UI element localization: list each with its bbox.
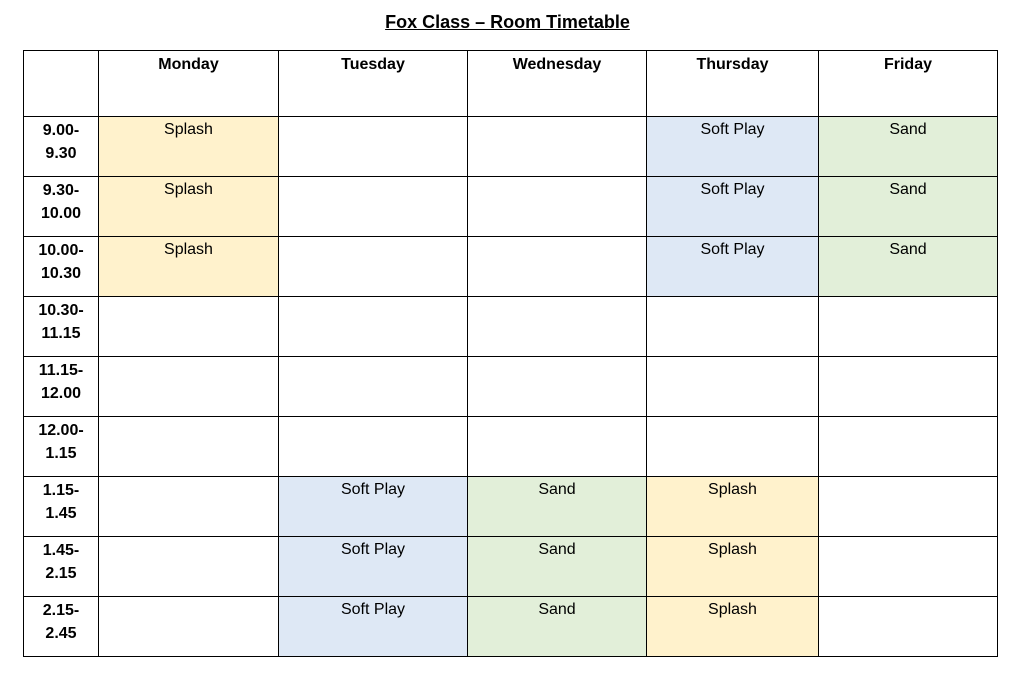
time-slot-label: 10.30 xyxy=(40,265,82,282)
activity-label: Soft Play xyxy=(340,541,406,558)
time-slot-cell xyxy=(24,237,99,297)
activity-cell-monday xyxy=(99,417,279,477)
timetable-title: Fox Class – Room Timetable xyxy=(385,12,630,32)
activity-cell-wednesday xyxy=(468,477,647,537)
activity-cell-wednesday xyxy=(468,357,647,417)
activity-cell-thursday xyxy=(647,537,819,597)
activity-label: Soft Play xyxy=(340,481,406,498)
activity-cell-monday xyxy=(99,117,279,177)
activity-cell-thursday xyxy=(647,177,819,237)
activity-cell-friday xyxy=(819,237,998,297)
activity-cell-wednesday xyxy=(468,417,647,477)
time-slot-cell xyxy=(24,177,99,237)
activity-label: Splash xyxy=(164,121,213,138)
time-slot-cell xyxy=(24,297,99,357)
activity-cell-tuesday xyxy=(279,417,468,477)
activity-cell-wednesday xyxy=(468,597,647,657)
time-slot-label: 12.00 xyxy=(40,385,82,402)
time-slot-label: 2.15- xyxy=(42,602,80,619)
activity-cell-monday xyxy=(99,177,279,237)
timetable-row xyxy=(24,177,998,237)
activity-cell-wednesday xyxy=(468,537,647,597)
timetable-row xyxy=(24,597,998,657)
activity-cell-friday xyxy=(819,597,998,657)
time-slot-cell xyxy=(24,117,99,177)
activity-label: Soft Play xyxy=(700,121,765,138)
activity-cell-wednesday xyxy=(468,117,647,177)
activity-label: Splash xyxy=(708,541,757,558)
activity-cell-tuesday xyxy=(279,477,468,537)
activity-cell-monday xyxy=(99,597,279,657)
activity-cell-friday xyxy=(819,117,998,177)
activity-cell-tuesday xyxy=(279,177,468,237)
timetable xyxy=(23,50,998,657)
time-slot-label: 11.15- xyxy=(38,362,84,379)
activity-cell-wednesday xyxy=(468,237,647,297)
activity-label: Splash xyxy=(708,481,757,498)
timetable-row xyxy=(24,237,998,297)
timetable-row xyxy=(24,477,998,537)
activity-cell-monday xyxy=(99,477,279,537)
time-slot-label: 9.30- xyxy=(42,182,80,199)
activity-cell-monday xyxy=(99,357,279,417)
day-header-wednesday: Wednesday xyxy=(468,51,647,117)
time-slot-label: 11.15 xyxy=(41,325,81,342)
activity-cell-friday xyxy=(819,537,998,597)
activity-cell-friday xyxy=(819,477,998,537)
activity-label: Sand xyxy=(889,121,927,138)
activity-cell-thursday xyxy=(647,237,819,297)
time-slot-label: 1.45 xyxy=(45,505,77,522)
activity-cell-friday xyxy=(819,417,998,477)
time-slot-label: 12.00- xyxy=(38,422,84,439)
day-header-thursday: Thursday xyxy=(647,51,819,117)
timetable-row xyxy=(24,117,998,177)
time-slot-label: 2.15 xyxy=(45,565,77,582)
activity-label: Splash xyxy=(708,601,757,618)
activity-cell-tuesday xyxy=(279,237,468,297)
time-slot-cell xyxy=(24,417,99,477)
activity-cell-thursday xyxy=(647,297,819,357)
activity-label: Soft Play xyxy=(340,601,406,618)
activity-cell-monday xyxy=(99,297,279,357)
activity-cell-wednesday xyxy=(468,177,647,237)
activity-cell-friday xyxy=(819,297,998,357)
time-slot-label: 10.00 xyxy=(40,205,82,222)
activity-label: Sand xyxy=(889,241,927,258)
activity-cell-tuesday xyxy=(279,117,468,177)
day-header-monday: Monday xyxy=(99,51,279,117)
activity-cell-thursday xyxy=(647,357,819,417)
activity-cell-monday xyxy=(99,237,279,297)
activity-cell-tuesday xyxy=(279,597,468,657)
time-slot-cell xyxy=(24,357,99,417)
time-slot-label: 1.45- xyxy=(42,542,80,559)
activity-label: Sand xyxy=(538,601,576,618)
time-slot-cell xyxy=(24,477,99,537)
activity-label: Soft Play xyxy=(700,241,765,258)
activity-label: Sand xyxy=(538,481,576,498)
timetable-row xyxy=(24,417,998,477)
activity-cell-tuesday xyxy=(279,537,468,597)
time-slot-label: 10.30- xyxy=(38,302,84,319)
activity-cell-tuesday xyxy=(279,357,468,417)
time-slot-cell xyxy=(24,537,99,597)
activity-cell-friday xyxy=(819,357,998,417)
activity-cell-friday xyxy=(819,177,998,237)
time-slot-label: 1.15 xyxy=(45,445,77,462)
time-slot-label: 10.00- xyxy=(38,242,84,259)
corner-cell xyxy=(24,51,99,117)
day-header-friday: Friday xyxy=(819,51,998,117)
timetable-body xyxy=(24,117,998,657)
activity-label: Sand xyxy=(889,181,927,198)
time-slot-label: 9.00- xyxy=(42,122,80,139)
activity-label: Splash xyxy=(164,241,213,258)
time-slot-label: 1.15- xyxy=(42,482,80,499)
activity-cell-thursday xyxy=(647,417,819,477)
activity-cell-thursday xyxy=(647,597,819,657)
time-slot-label: 9.30 xyxy=(45,145,77,162)
activity-cell-monday xyxy=(99,537,279,597)
timetable-row xyxy=(24,357,998,417)
activity-cell-tuesday xyxy=(279,297,468,357)
activity-cell-thursday xyxy=(647,117,819,177)
activity-cell-wednesday xyxy=(468,297,647,357)
timetable-row xyxy=(24,297,998,357)
time-slot-cell xyxy=(24,597,99,657)
timetable-row xyxy=(24,537,998,597)
activity-label: Sand xyxy=(538,541,576,558)
time-slot-label: 2.45 xyxy=(45,625,77,642)
day-header-tuesday: Tuesday xyxy=(279,51,468,117)
header-row xyxy=(24,51,998,117)
activity-cell-thursday xyxy=(647,477,819,537)
activity-label: Splash xyxy=(164,181,213,198)
activity-label: Soft Play xyxy=(700,181,765,198)
